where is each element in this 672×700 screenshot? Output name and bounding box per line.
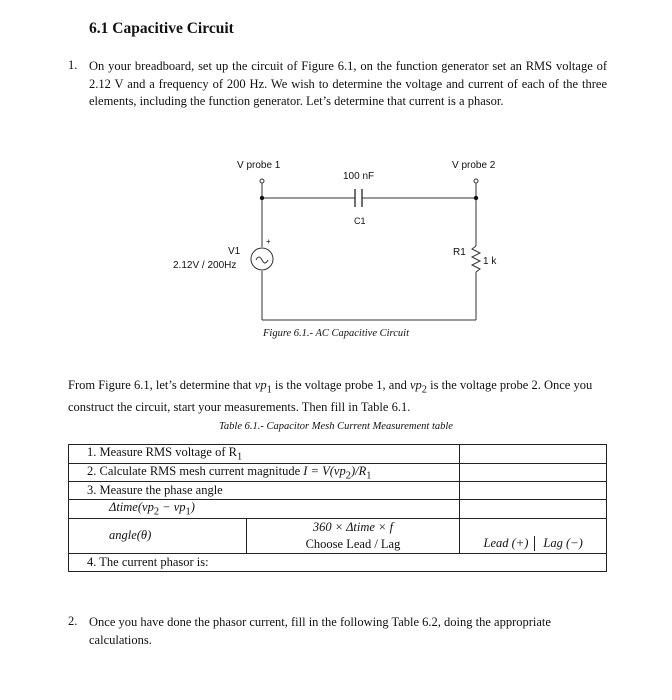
row3-answer-cell[interactable] <box>460 482 607 500</box>
row1-sub: 1 <box>236 451 243 463</box>
vp1-subscript: 1 <box>266 384 272 396</box>
table-caption: Table 6.1.- Capacitor Mesh Current Measurement table <box>219 421 453 432</box>
table-row <box>69 500 607 519</box>
measurement-table <box>68 444 607 572</box>
lead-lag-cell <box>460 518 607 553</box>
row5-formula: 360 × Δtime × f <box>312 519 394 534</box>
question-2-number: 2. <box>68 614 78 628</box>
probe1-label: V probe 1 <box>237 160 281 171</box>
para2-part1: From Figure 6.1, let’s determine that <box>68 378 255 392</box>
vp2-symbol: vp <box>409 378 422 392</box>
row2-text: 2. Calculate RMS mesh current magnitude <box>87 463 304 478</box>
para2-part3: is the voltage probe 2. Once you construct the circuit, start your measurements. Then fill in Table 6.1. <box>68 378 593 414</box>
table-row <box>69 445 607 464</box>
row4-sub2: 2 <box>153 506 160 518</box>
section-title: 6.1 Capacitive Circuit <box>89 20 234 37</box>
resistor-zigzag <box>472 246 480 272</box>
para2-part2: is the voltage probe 1, and <box>271 378 410 392</box>
paragraph-2 <box>68 377 608 416</box>
sine-icon <box>256 257 268 263</box>
row2-answer-cell[interactable] <box>460 463 607 482</box>
probe2-label: V probe 2 <box>452 160 496 171</box>
junction-dot-left <box>260 196 264 200</box>
row1-answer-cell[interactable] <box>460 445 607 464</box>
row4-mid: − vp <box>159 500 186 514</box>
row2-sub1: 1 <box>366 470 372 481</box>
lead-option[interactable]: Lead (+) <box>484 536 536 551</box>
source-polarity: + <box>266 237 271 246</box>
row4-end: ) <box>190 500 195 514</box>
row3-label: 3. Measure the phase angle <box>69 482 460 500</box>
row4-label <box>69 500 460 519</box>
row5-choose: Choose Lead / Lag <box>305 536 401 551</box>
resistor-value: 1 k <box>483 256 497 267</box>
row4-math: Δtime(vp <box>109 500 154 514</box>
table-row <box>69 553 607 571</box>
row2-label <box>69 463 460 482</box>
probe1-terminal <box>260 179 264 183</box>
row2-math-b: )/R <box>350 463 367 478</box>
row1-text: 1. Measure RMS voltage of R <box>87 445 237 459</box>
capacitor-name: C1 <box>354 216 366 226</box>
row1-label <box>69 445 460 464</box>
row6-label: 4. The current phasor is: <box>69 553 607 571</box>
question-2-text: Once you have done the phasor current, fill in the following Table 6.2, doing the appropriate calculations. <box>89 615 551 647</box>
table-row <box>69 463 607 482</box>
row5-label <box>69 518 247 553</box>
row4-answer-cell[interactable] <box>460 500 607 519</box>
row2-math: I = V(vp <box>303 463 346 478</box>
table-row <box>69 518 607 553</box>
figure-caption: Figure 6.1.- AC Capacitive Circuit <box>262 328 409 339</box>
vp2-subscript: 2 <box>421 384 427 396</box>
lag-option[interactable]: Lag (−) <box>543 535 583 550</box>
source-name: V1 <box>228 246 241 257</box>
row4-sub1: 1 <box>185 506 191 518</box>
probe2-terminal <box>474 179 478 183</box>
vp1-symbol: vp <box>254 378 267 392</box>
angle-symbol: angle(θ) <box>109 528 152 542</box>
question-1-text: On your breadboard, set up the circuit of Figure 6.1, on the function generator set an RMS voltage of 2.12 V and a frequency of 200 Hz. We wish to determine the voltage and current of each of the three elements, including the function generator. Let’s determine that current is a phasor. <box>89 59 607 108</box>
table-row <box>69 482 607 500</box>
row5-formula-cell <box>246 518 460 553</box>
resistor-name: R1 <box>453 247 466 258</box>
capacitor-value: 100 nF <box>343 171 375 182</box>
row2-sub2: 2 <box>345 470 351 481</box>
source-value: 2.12V / 200Hz <box>173 260 237 271</box>
junction-dot-right <box>474 196 478 200</box>
question-1-number: 1. <box>68 58 78 72</box>
